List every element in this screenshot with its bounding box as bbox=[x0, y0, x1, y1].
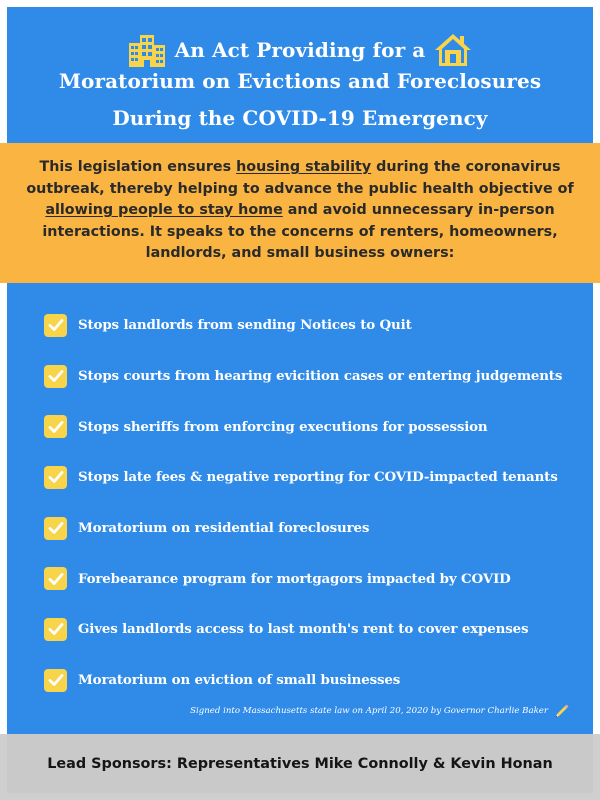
list-item bbox=[44, 604, 589, 655]
footer bbox=[0, 734, 600, 800]
intro-part-2: during the coronavirus outbreak, thereby helping to advance the public health objective of bbox=[26, 159, 574, 197]
intro-text bbox=[22, 157, 578, 265]
building-icon bbox=[127, 33, 167, 67]
list-item bbox=[44, 452, 589, 503]
list-item bbox=[44, 553, 589, 604]
intro-part-1: This legislation ensures bbox=[39, 159, 237, 175]
list-item-label: Stops landlords from sending Notices to Quit bbox=[78, 317, 412, 334]
list-item bbox=[44, 351, 589, 402]
list-item bbox=[44, 300, 589, 351]
signed-text: Signed into Massachusetts state law on April 20, 2020 by Governor Charlie Baker bbox=[190, 706, 548, 716]
list-item bbox=[44, 503, 589, 554]
list-item-label: Gives landlords access to last month's rent to cover expenses bbox=[78, 621, 529, 638]
checkmark-icon bbox=[44, 618, 67, 641]
checkmark-icon bbox=[44, 415, 67, 438]
title-line-2: Moratorium on Evictions and Foreclosures bbox=[58, 69, 542, 93]
header bbox=[7, 7, 593, 147]
title-line-1-row bbox=[7, 32, 593, 72]
checkmark-icon bbox=[44, 466, 67, 489]
signed-note bbox=[190, 703, 570, 719]
list-item bbox=[44, 401, 589, 452]
pencil-icon bbox=[554, 703, 570, 719]
title-line-1: An Act Providing for a bbox=[174, 38, 426, 62]
list-item bbox=[44, 655, 589, 706]
list-item-label: Forebearance program for mortgagors impacted by COVID bbox=[78, 570, 511, 587]
checkmark-icon bbox=[44, 669, 67, 692]
checkmark-icon bbox=[44, 314, 67, 337]
list-item-label: Moratorium on eviction of small businesses bbox=[78, 672, 401, 689]
house-icon bbox=[433, 32, 473, 68]
checkmark-icon bbox=[44, 365, 67, 388]
list-item-label: Stops sheriffs from enforcing executions for possession bbox=[78, 418, 488, 435]
intro-part-3: and avoid unnecessary in-person interactions. It speaks to the concerns of renters, homeowners, landlords, and small business owners: bbox=[42, 202, 558, 261]
intro-highlight-1: housing stability bbox=[236, 159, 372, 175]
list-item-label: Stops late fees & negative reporting for COVID-impacted tenants bbox=[78, 469, 558, 486]
footer-bar bbox=[7, 734, 593, 793]
title-line-3: During the COVID-19 Emergency bbox=[112, 106, 488, 130]
provisions-list bbox=[44, 300, 589, 706]
checkmark-icon bbox=[44, 567, 67, 590]
checkmark-icon bbox=[44, 517, 67, 540]
lead-sponsors: Lead Sponsors: Representatives Mike Connolly & Kevin Honan bbox=[47, 755, 553, 772]
list-item-label: Moratorium on residential foreclosures bbox=[78, 520, 370, 537]
intro-box bbox=[0, 143, 600, 283]
list-item-label: Stops courts from hearing evicition cases or entering judgements bbox=[78, 368, 563, 385]
intro-highlight-2: allowing people to stay home bbox=[45, 202, 283, 218]
